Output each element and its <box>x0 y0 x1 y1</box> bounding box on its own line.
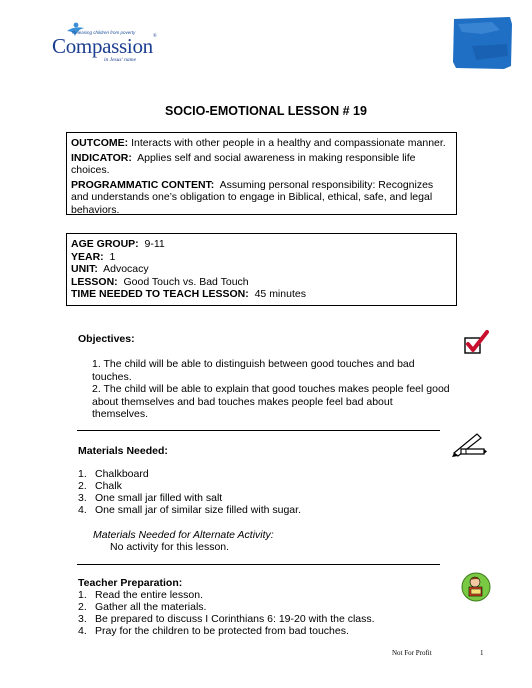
indicator-line: INDICATOR: Applies self and social awareness in making responsible life choices. <box>71 151 416 176</box>
pencil-crayon-icon <box>451 431 487 457</box>
logo-subline: in Jesus' name <box>104 57 137 63</box>
compassion-logo <box>52 22 162 72</box>
logo-tagline: Releasing children from poverty <box>72 30 136 35</box>
outcome-line: OUTCOME: Interacts with other people in a healthy and compassionate manner. <box>71 137 446 149</box>
teacher-prep-list <box>78 589 438 637</box>
list-item: 2. Chalk <box>78 480 122 492</box>
child-reading-icon <box>460 570 492 604</box>
teacher-prep-heading: Teacher Preparation: <box>78 577 183 589</box>
list-item: 3. One small jar filled with salt <box>78 492 223 504</box>
lesson-info-box <box>66 233 457 306</box>
footer-label: Not For Profit <box>392 649 432 657</box>
blue-paint-block <box>452 16 513 70</box>
list-item: 3. Be prepared to discuss I Corinthians 6: 19-20 with the class. <box>78 613 375 625</box>
objective-item-1: 1. The child will be able to distinguish between good touches and bad touches. <box>92 358 415 383</box>
age-group-line: AGE GROUP: 9-11 <box>71 238 165 250</box>
programmatic-line: PROGRAMMATIC CONTENT: Assuming personal responsibility: Recognizes and understands one’s obligation to engage in Biblical, ethical, safe, and legal behaviors. <box>71 178 434 216</box>
list-item: 4. Pray for the children to be protected from bad touches. <box>78 625 349 637</box>
lesson-line: LESSON: Good Touch vs. Bad Touch <box>71 275 249 288</box>
time-line: TIME NEEDED TO TEACH LESSON: 45 minutes <box>71 288 306 300</box>
logo-wordmark: Compassion® <box>52 34 157 58</box>
list-item: 2. Gather all the materials. <box>78 601 207 613</box>
list-item: 4. One small jar of similar size filled with sugar. <box>78 504 301 516</box>
objectives-heading: Objectives: <box>78 333 135 345</box>
list-item: 1. Chalkboard <box>78 468 149 480</box>
year-line: YEAR: 1 <box>71 250 116 263</box>
materials-list <box>78 468 438 516</box>
materials-heading: Materials Needed: <box>78 445 168 457</box>
divider-2 <box>77 564 440 565</box>
checkbox-check-icon <box>463 330 489 356</box>
objective-item-2: 2. The child will be able to explain that good touches makes people feel good about themselves and bad touches makes people feel bad about themselves. <box>92 383 450 420</box>
alternate-activity-heading: Materials Needed for Alternate Activity: <box>93 529 274 541</box>
page-number: 1 <box>480 649 484 657</box>
divider-1 <box>77 430 440 431</box>
list-item: 1. Read the entire lesson. <box>78 589 203 601</box>
alternate-activity-text: No activity for this lesson. <box>110 541 230 553</box>
objectives-list <box>78 358 450 421</box>
unit-line: UNIT: Advocacy <box>71 263 149 275</box>
outcome-box <box>66 132 457 215</box>
page-title: SOCIO-EMOTIONAL LESSON # 19 <box>165 104 367 118</box>
